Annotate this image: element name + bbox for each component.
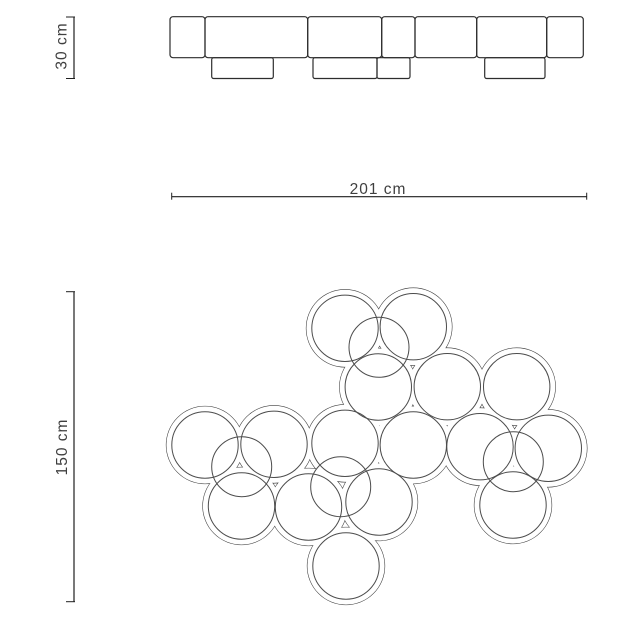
top-view-pendant (212, 58, 274, 79)
width-dimension-label: 201 cm (349, 180, 407, 198)
top-view-module (205, 17, 308, 58)
top-view-pendant (377, 58, 410, 79)
height-dimension-label: 30 cm (53, 22, 71, 70)
top-view-module (547, 17, 584, 58)
module-fill (474, 466, 551, 543)
top-view-module (477, 17, 547, 58)
top-view-pendant (313, 58, 377, 79)
top-view-module (170, 17, 205, 58)
front-view-circles (166, 288, 586, 605)
top-view-module (415, 17, 477, 58)
top-view-module (382, 17, 415, 58)
top-view-module (308, 17, 382, 58)
top-view-outline (170, 17, 583, 79)
top-view-pendant (485, 58, 545, 79)
front-height-dimension-label: 150 cm (53, 418, 71, 476)
